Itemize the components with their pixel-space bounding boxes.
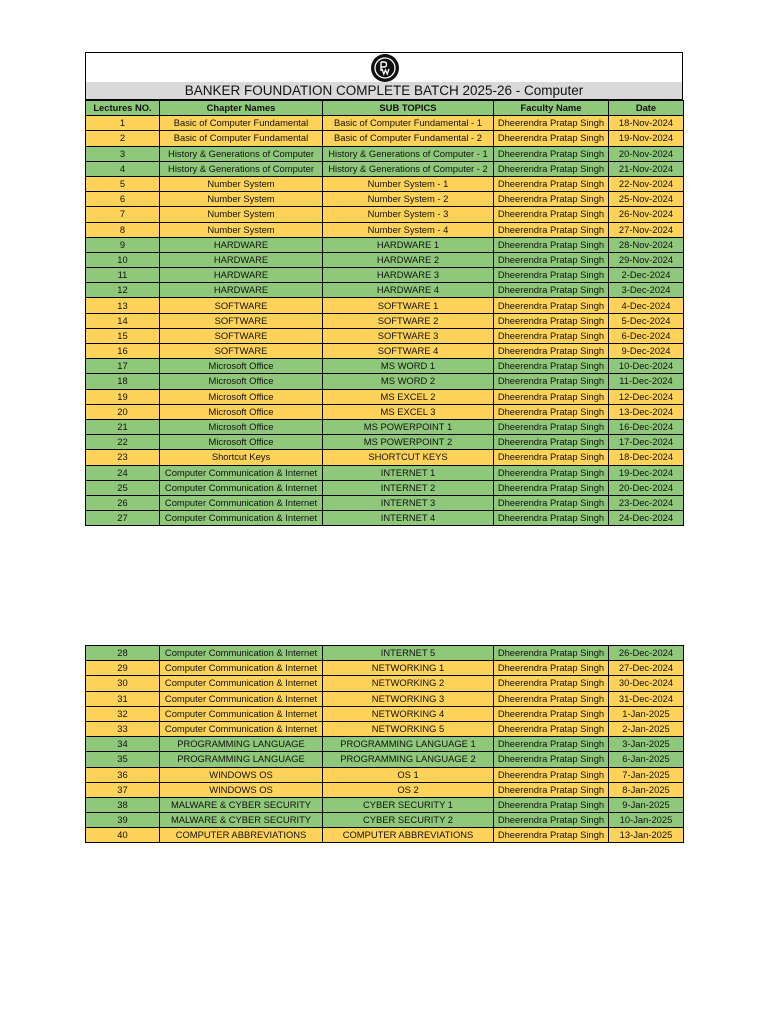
cell-chapter-name: Basic of Computer Fundamental — [160, 131, 323, 146]
table-row — [86, 131, 684, 146]
table-body-bottom — [86, 646, 684, 843]
cell-sub-topic: SOFTWARE 4 — [323, 344, 494, 359]
cell-chapter-name: Basic of Computer Fundamental — [160, 116, 323, 131]
cell-lecture-no: 16 — [86, 344, 160, 359]
schedule-table-bottom — [85, 645, 684, 843]
cell-date: 11-Dec-2024 — [609, 374, 684, 389]
cell-lecture-no: 5 — [86, 176, 160, 191]
table-row — [86, 661, 684, 676]
cell-sub-topic: Number System - 4 — [323, 222, 494, 237]
cell-chapter-name: PROGRAMMING LANGUAGE — [160, 737, 323, 752]
cell-chapter-name: Number System — [160, 192, 323, 207]
table-row — [86, 298, 684, 313]
table-row — [86, 404, 684, 419]
cell-date: 5-Dec-2024 — [609, 313, 684, 328]
cell-date: 22-Nov-2024 — [609, 176, 684, 191]
cell-faculty-name: Dheerendra Pratap Singh — [494, 813, 609, 828]
cell-chapter-name: WINDOWS OS — [160, 782, 323, 797]
cell-chapter-name: HARDWARE — [160, 268, 323, 283]
cell-faculty-name: Dheerendra Pratap Singh — [494, 283, 609, 298]
table-row — [86, 207, 684, 222]
cell-lecture-no: 2 — [86, 131, 160, 146]
table-header-row — [86, 101, 684, 116]
cell-lecture-no: 24 — [86, 465, 160, 480]
cell-date: 27-Dec-2024 — [609, 661, 684, 676]
cell-chapter-name: SOFTWARE — [160, 313, 323, 328]
cell-sub-topic: Number System - 3 — [323, 207, 494, 222]
cell-chapter-name: COMPUTER ABBREVIATIONS — [160, 828, 323, 843]
cell-chapter-name: Computer Communication & Internet — [160, 721, 323, 736]
table-row — [86, 116, 684, 131]
cell-lecture-no: 39 — [86, 813, 160, 828]
cell-lecture-no: 25 — [86, 480, 160, 495]
table-row — [86, 252, 684, 267]
cell-lecture-no: 11 — [86, 268, 160, 283]
cell-lecture-no: 29 — [86, 661, 160, 676]
schedule-sheet-top — [85, 52, 683, 526]
cell-sub-topic: Basic of Computer Fundamental - 1 — [323, 116, 494, 131]
header-date: Date — [609, 101, 684, 116]
cell-date: 9-Dec-2024 — [609, 344, 684, 359]
cell-date: 1-Jan-2025 — [609, 706, 684, 721]
table-row — [86, 767, 684, 782]
cell-sub-topic: HARDWARE 1 — [323, 237, 494, 252]
table-row — [86, 646, 684, 661]
cell-chapter-name: Microsoft Office — [160, 389, 323, 404]
cell-lecture-no: 35 — [86, 752, 160, 767]
cell-faculty-name: Dheerendra Pratap Singh — [494, 389, 609, 404]
cell-chapter-name: Computer Communication & Internet — [160, 661, 323, 676]
cell-lecture-no: 32 — [86, 706, 160, 721]
cell-date: 18-Dec-2024 — [609, 450, 684, 465]
cell-date: 18-Nov-2024 — [609, 116, 684, 131]
schedule-sheet-bottom — [85, 645, 683, 843]
cell-date: 30-Dec-2024 — [609, 676, 684, 691]
cell-lecture-no: 6 — [86, 192, 160, 207]
header-lecture-no: Lectures NO. — [86, 101, 160, 116]
table-row — [86, 359, 684, 374]
cell-faculty-name: Dheerendra Pratap Singh — [494, 116, 609, 131]
cell-lecture-no: 15 — [86, 328, 160, 343]
cell-faculty-name: Dheerendra Pratap Singh — [494, 252, 609, 267]
cell-chapter-name: HARDWARE — [160, 237, 323, 252]
cell-chapter-name: MALWARE & CYBER SECURITY — [160, 797, 323, 812]
cell-lecture-no: 19 — [86, 389, 160, 404]
cell-sub-topic: INTERNET 2 — [323, 480, 494, 495]
cell-lecture-no: 13 — [86, 298, 160, 313]
cell-chapter-name: Microsoft Office — [160, 404, 323, 419]
table-row — [86, 752, 684, 767]
cell-sub-topic: History & Generations of Computer - 2 — [323, 161, 494, 176]
cell-chapter-name: History & Generations of Computer — [160, 161, 323, 176]
cell-sub-topic: CYBER SECURITY 2 — [323, 813, 494, 828]
cell-date: 20-Dec-2024 — [609, 480, 684, 495]
cell-sub-topic: HARDWARE 3 — [323, 268, 494, 283]
cell-date: 16-Dec-2024 — [609, 419, 684, 434]
table-row — [86, 344, 684, 359]
cell-lecture-no: 30 — [86, 676, 160, 691]
cell-date: 26-Dec-2024 — [609, 646, 684, 661]
cell-sub-topic: History & Generations of Computer - 1 — [323, 146, 494, 161]
cell-chapter-name: History & Generations of Computer — [160, 146, 323, 161]
cell-faculty-name: Dheerendra Pratap Singh — [494, 661, 609, 676]
cell-lecture-no: 26 — [86, 495, 160, 510]
cell-lecture-no: 40 — [86, 828, 160, 843]
table-row — [86, 450, 684, 465]
cell-date: 26-Nov-2024 — [609, 207, 684, 222]
cell-date: 2-Dec-2024 — [609, 268, 684, 283]
cell-faculty-name: Dheerendra Pratap Singh — [494, 450, 609, 465]
cell-lecture-no: 14 — [86, 313, 160, 328]
cell-sub-topic: MS EXCEL 2 — [323, 389, 494, 404]
cell-chapter-name: Number System — [160, 176, 323, 191]
table-row — [86, 268, 684, 283]
cell-chapter-name: Microsoft Office — [160, 419, 323, 434]
table-row — [86, 146, 684, 161]
cell-chapter-name: SOFTWARE — [160, 328, 323, 343]
cell-lecture-no: 9 — [86, 237, 160, 252]
cell-date: 25-Nov-2024 — [609, 192, 684, 207]
cell-date: 17-Dec-2024 — [609, 435, 684, 450]
cell-sub-topic: NETWORKING 2 — [323, 676, 494, 691]
cell-sub-topic: HARDWARE 4 — [323, 283, 494, 298]
cell-faculty-name: Dheerendra Pratap Singh — [494, 404, 609, 419]
table-row — [86, 222, 684, 237]
cell-sub-topic: NETWORKING 4 — [323, 706, 494, 721]
cell-sub-topic: INTERNET 5 — [323, 646, 494, 661]
cell-sub-topic: NETWORKING 3 — [323, 691, 494, 706]
cell-lecture-no: 33 — [86, 721, 160, 736]
table-row — [86, 706, 684, 721]
cell-sub-topic: OS 1 — [323, 767, 494, 782]
table-row — [86, 721, 684, 736]
cell-sub-topic: MS EXCEL 3 — [323, 404, 494, 419]
cell-sub-topic: NETWORKING 1 — [323, 661, 494, 676]
cell-date: 3-Dec-2024 — [609, 283, 684, 298]
cell-lecture-no: 20 — [86, 404, 160, 419]
cell-faculty-name: Dheerendra Pratap Singh — [494, 752, 609, 767]
table-row — [86, 192, 684, 207]
header-sub-topics: SUB TOPICS — [323, 101, 494, 116]
cell-sub-topic: CYBER SECURITY 1 — [323, 797, 494, 812]
table-body-top — [86, 116, 684, 526]
cell-date: 2-Jan-2025 — [609, 721, 684, 736]
table-row — [86, 313, 684, 328]
cell-chapter-name: PROGRAMMING LANGUAGE — [160, 752, 323, 767]
cell-faculty-name: Dheerendra Pratap Singh — [494, 131, 609, 146]
pw-logo-mark — [374, 57, 396, 79]
header-chapter-names: Chapter Names — [160, 101, 323, 116]
cell-faculty-name: Dheerendra Pratap Singh — [494, 691, 609, 706]
cell-sub-topic: SOFTWARE 3 — [323, 328, 494, 343]
cell-sub-topic: SOFTWARE 1 — [323, 298, 494, 313]
cell-date: 20-Nov-2024 — [609, 146, 684, 161]
cell-date: 28-Nov-2024 — [609, 237, 684, 252]
cell-faculty-name: Dheerendra Pratap Singh — [494, 465, 609, 480]
cell-sub-topic: OS 2 — [323, 782, 494, 797]
cell-lecture-no: 22 — [86, 435, 160, 450]
cell-faculty-name: Dheerendra Pratap Singh — [494, 767, 609, 782]
cell-lecture-no: 28 — [86, 646, 160, 661]
cell-chapter-name: Number System — [160, 222, 323, 237]
cell-faculty-name: Dheerendra Pratap Singh — [494, 146, 609, 161]
cell-date: 23-Dec-2024 — [609, 495, 684, 510]
cell-faculty-name: Dheerendra Pratap Singh — [494, 495, 609, 510]
table-row — [86, 813, 684, 828]
cell-sub-topic: MS WORD 2 — [323, 374, 494, 389]
logo-row — [85, 52, 683, 82]
cell-date: 6-Jan-2025 — [609, 752, 684, 767]
cell-faculty-name: Dheerendra Pratap Singh — [494, 192, 609, 207]
cell-faculty-name: Dheerendra Pratap Singh — [494, 328, 609, 343]
cell-date: 8-Jan-2025 — [609, 782, 684, 797]
cell-sub-topic: MS POWERPOINT 2 — [323, 435, 494, 450]
cell-chapter-name: Computer Communication & Internet — [160, 465, 323, 480]
cell-chapter-name: Computer Communication & Internet — [160, 691, 323, 706]
cell-faculty-name: Dheerendra Pratap Singh — [494, 737, 609, 752]
cell-lecture-no: 21 — [86, 419, 160, 434]
cell-chapter-name: MALWARE & CYBER SECURITY — [160, 813, 323, 828]
cell-date: 10-Jan-2025 — [609, 813, 684, 828]
cell-lecture-no: 34 — [86, 737, 160, 752]
table-row — [86, 495, 684, 510]
table-row — [86, 161, 684, 176]
cell-chapter-name: Microsoft Office — [160, 435, 323, 450]
table-row — [86, 480, 684, 495]
table-row — [86, 737, 684, 752]
table-row — [86, 237, 684, 252]
cell-sub-topic: Basic of Computer Fundamental - 2 — [323, 131, 494, 146]
cell-faculty-name: Dheerendra Pratap Singh — [494, 435, 609, 450]
cell-faculty-name: Dheerendra Pratap Singh — [494, 782, 609, 797]
cell-lecture-no: 10 — [86, 252, 160, 267]
cell-sub-topic: SOFTWARE 2 — [323, 313, 494, 328]
cell-lecture-no: 18 — [86, 374, 160, 389]
cell-date: 9-Jan-2025 — [609, 797, 684, 812]
cell-date: 31-Dec-2024 — [609, 691, 684, 706]
cell-date: 19-Nov-2024 — [609, 131, 684, 146]
cell-lecture-no: 7 — [86, 207, 160, 222]
cell-date: 29-Nov-2024 — [609, 252, 684, 267]
cell-chapter-name: Computer Communication & Internet — [160, 706, 323, 721]
cell-sub-topic: MS WORD 1 — [323, 359, 494, 374]
cell-chapter-name: Number System — [160, 207, 323, 222]
cell-lecture-no: 12 — [86, 283, 160, 298]
cell-lecture-no: 4 — [86, 161, 160, 176]
cell-chapter-name: HARDWARE — [160, 283, 323, 298]
cell-faculty-name: Dheerendra Pratap Singh — [494, 706, 609, 721]
cell-date: 12-Dec-2024 — [609, 389, 684, 404]
cell-chapter-name: Computer Communication & Internet — [160, 480, 323, 495]
cell-chapter-name: SOFTWARE — [160, 344, 323, 359]
cell-date: 19-Dec-2024 — [609, 465, 684, 480]
table-row — [86, 176, 684, 191]
cell-faculty-name: Dheerendra Pratap Singh — [494, 797, 609, 812]
cell-lecture-no: 38 — [86, 797, 160, 812]
cell-sub-topic: PROGRAMMING LANGUAGE 1 — [323, 737, 494, 752]
table-row — [86, 511, 684, 526]
schedule-table-top — [85, 100, 684, 526]
cell-date: 27-Nov-2024 — [609, 222, 684, 237]
cell-sub-topic: INTERNET 3 — [323, 495, 494, 510]
table-row — [86, 676, 684, 691]
cell-lecture-no: 37 — [86, 782, 160, 797]
cell-date: 6-Dec-2024 — [609, 328, 684, 343]
cell-chapter-name: Microsoft Office — [160, 374, 323, 389]
cell-faculty-name: Dheerendra Pratap Singh — [494, 298, 609, 313]
cell-faculty-name: Dheerendra Pratap Singh — [494, 222, 609, 237]
cell-faculty-name: Dheerendra Pratap Singh — [494, 480, 609, 495]
pw-logo-icon — [371, 54, 399, 82]
table-row — [86, 691, 684, 706]
table-row — [86, 435, 684, 450]
cell-chapter-name: HARDWARE — [160, 252, 323, 267]
cell-faculty-name: Dheerendra Pratap Singh — [494, 176, 609, 191]
cell-date: 13-Jan-2025 — [609, 828, 684, 843]
cell-date: 3-Jan-2025 — [609, 737, 684, 752]
table-row — [86, 828, 684, 843]
cell-chapter-name: Computer Communication & Internet — [160, 676, 323, 691]
cell-date: 21-Nov-2024 — [609, 161, 684, 176]
cell-faculty-name: Dheerendra Pratap Singh — [494, 511, 609, 526]
cell-faculty-name: Dheerendra Pratap Singh — [494, 374, 609, 389]
page-title: BANKER FOUNDATION COMPLETE BATCH 2025-26 - Computer — [85, 82, 683, 100]
table-row — [86, 328, 684, 343]
cell-sub-topic: Number System - 2 — [323, 192, 494, 207]
cell-date: 7-Jan-2025 — [609, 767, 684, 782]
table-row — [86, 797, 684, 812]
table-row — [86, 782, 684, 797]
cell-faculty-name: Dheerendra Pratap Singh — [494, 676, 609, 691]
cell-chapter-name: Computer Communication & Internet — [160, 495, 323, 510]
cell-faculty-name: Dheerendra Pratap Singh — [494, 419, 609, 434]
cell-faculty-name: Dheerendra Pratap Singh — [494, 237, 609, 252]
header-faculty-name: Faculty Name — [494, 101, 609, 116]
cell-faculty-name: Dheerendra Pratap Singh — [494, 359, 609, 374]
cell-date: 24-Dec-2024 — [609, 511, 684, 526]
cell-sub-topic: NETWORKING 5 — [323, 721, 494, 736]
cell-sub-topic: COMPUTER ABBREVIATIONS — [323, 828, 494, 843]
cell-faculty-name: Dheerendra Pratap Singh — [494, 828, 609, 843]
cell-sub-topic: INTERNET 4 — [323, 511, 494, 526]
cell-lecture-no: 27 — [86, 511, 160, 526]
cell-lecture-no: 23 — [86, 450, 160, 465]
cell-sub-topic: MS POWERPOINT 1 — [323, 419, 494, 434]
cell-lecture-no: 8 — [86, 222, 160, 237]
cell-faculty-name: Dheerendra Pratap Singh — [494, 313, 609, 328]
cell-sub-topic: HARDWARE 2 — [323, 252, 494, 267]
cell-sub-topic: PROGRAMMING LANGUAGE 2 — [323, 752, 494, 767]
table-row — [86, 465, 684, 480]
cell-chapter-name: Computer Communication & Internet — [160, 646, 323, 661]
cell-date: 13-Dec-2024 — [609, 404, 684, 419]
table-row — [86, 283, 684, 298]
cell-faculty-name: Dheerendra Pratap Singh — [494, 646, 609, 661]
cell-lecture-no: 31 — [86, 691, 160, 706]
cell-faculty-name: Dheerendra Pratap Singh — [494, 161, 609, 176]
table-row — [86, 389, 684, 404]
cell-lecture-no: 36 — [86, 767, 160, 782]
cell-faculty-name: Dheerendra Pratap Singh — [494, 721, 609, 736]
cell-chapter-name: SOFTWARE — [160, 298, 323, 313]
cell-faculty-name: Dheerendra Pratap Singh — [494, 207, 609, 222]
cell-date: 10-Dec-2024 — [609, 359, 684, 374]
table-row — [86, 374, 684, 389]
cell-sub-topic: SHORTCUT KEYS — [323, 450, 494, 465]
cell-faculty-name: Dheerendra Pratap Singh — [494, 344, 609, 359]
cell-chapter-name: WINDOWS OS — [160, 767, 323, 782]
cell-sub-topic: INTERNET 1 — [323, 465, 494, 480]
cell-sub-topic: Number System - 1 — [323, 176, 494, 191]
cell-chapter-name: Shortcut Keys — [160, 450, 323, 465]
cell-date: 4-Dec-2024 — [609, 298, 684, 313]
cell-lecture-no: 3 — [86, 146, 160, 161]
table-row — [86, 419, 684, 434]
cell-chapter-name: Computer Communication & Internet — [160, 511, 323, 526]
cell-faculty-name: Dheerendra Pratap Singh — [494, 268, 609, 283]
cell-lecture-no: 1 — [86, 116, 160, 131]
cell-lecture-no: 17 — [86, 359, 160, 374]
cell-chapter-name: Microsoft Office — [160, 359, 323, 374]
